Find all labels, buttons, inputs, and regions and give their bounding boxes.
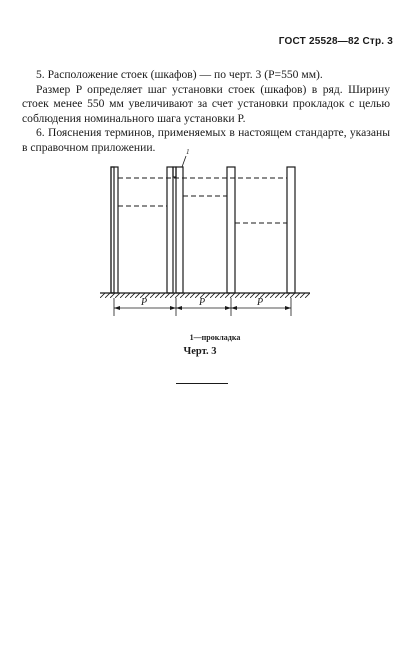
rack-layout-drawing [100, 148, 320, 328]
rack-2 [167, 167, 183, 293]
figure-name: Черт. 3 [183, 346, 217, 357]
paragraph-6: 6. Пояснения терминов, применяемых в настоящем стандарте, указаны в справочном приложении. [22, 126, 390, 154]
callout-number: 1 [186, 148, 190, 156]
callout-leader [182, 156, 186, 167]
footer-rule [176, 383, 228, 384]
paragraph-5: 5. Расположение стоек (шкафов) — по черт. 3 (P=550 мм). [36, 68, 323, 81]
figure-caption: 1—прокладка [189, 333, 241, 342]
rack-1 [111, 167, 118, 293]
rack-4 [287, 167, 295, 293]
dimension-label-2: P [199, 297, 206, 308]
dimension-label-1: P [141, 297, 148, 308]
rack-3 [227, 167, 235, 293]
page-header: ГОСТ 25528—82 Стр. 3 [278, 36, 393, 47]
dimension-label-3: P [257, 297, 264, 308]
paragraph-5-cont: Размер P определяет шаг установки стоек (шкафов) в ряд. Ширину стоек менее 550 мм увеличивают за счет установки прокладок с целью соблюдения номинального шага установки P. [22, 82, 390, 125]
body-text [22, 68, 390, 156]
